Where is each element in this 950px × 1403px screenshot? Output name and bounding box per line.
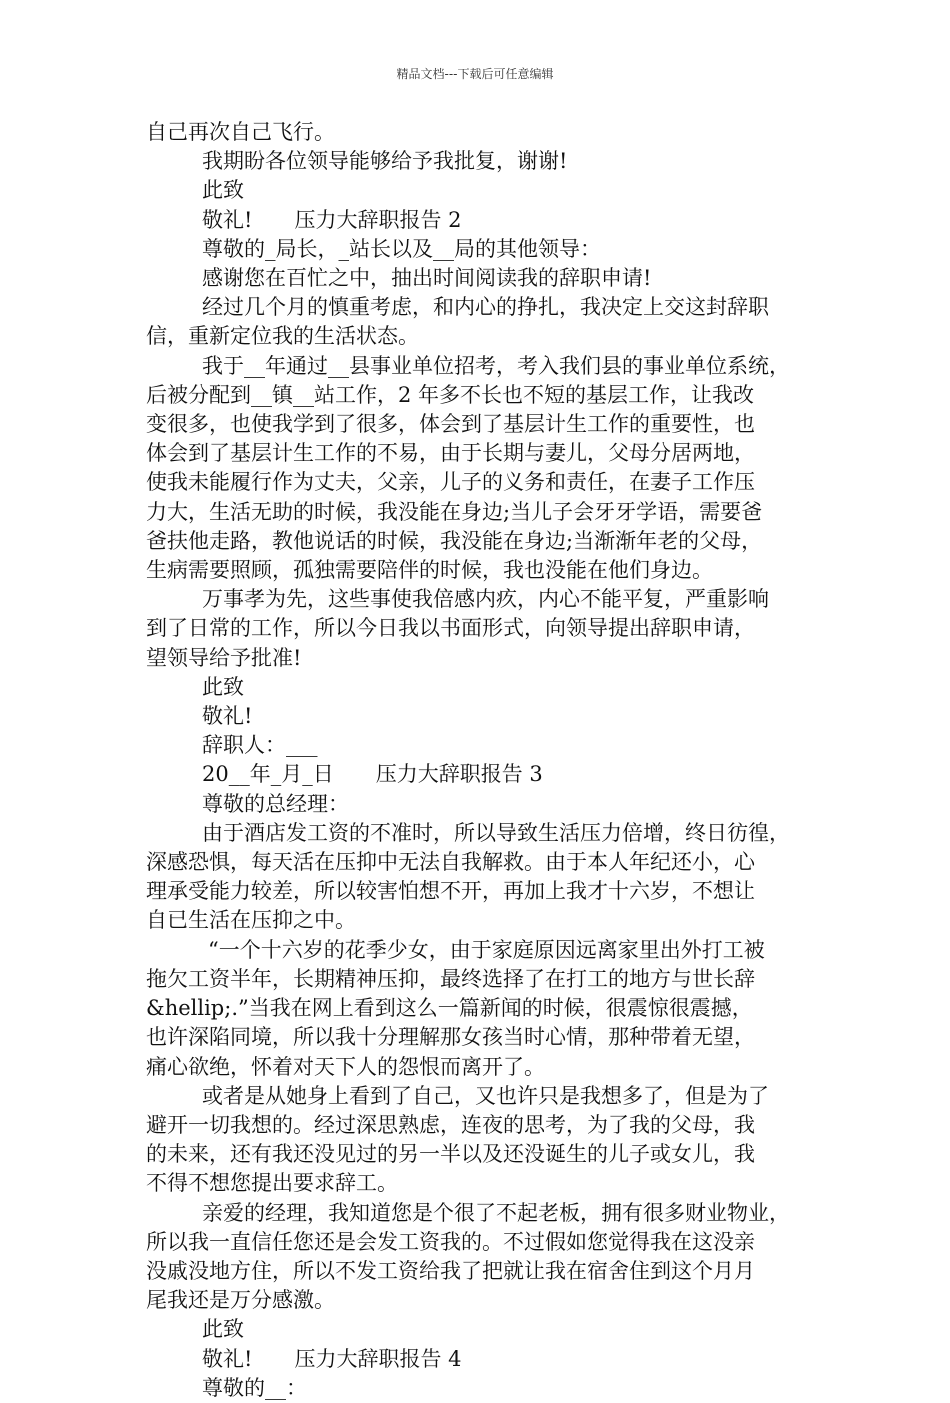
salutation-line: 尊敬的_局长，_站长以及__局的其他领导： bbox=[202, 236, 601, 261]
closing-line: 此致 bbox=[202, 1317, 244, 1342]
report-heading-line: 20__年_月_日 压力大辞职报告 3 bbox=[202, 762, 543, 787]
closing-line: 此致 bbox=[202, 674, 244, 699]
text-line: 或者是从她身上看到了自己，又也许只是我想多了，但是为了 bbox=[202, 1083, 769, 1108]
text-line: 理承受能力较差，所以较害怕想不开，再加上我才十六岁，不想让 bbox=[146, 879, 755, 904]
text-line: 痛心欲绝，怀着对天下人的怨恨而离开了。 bbox=[146, 1054, 545, 1079]
text-line: 使我未能履行作为丈夫，父亲，儿子的义务和责任，在妻子工作压 bbox=[146, 470, 755, 495]
text-line: 的未来，还有我还没见过的另一半以及还没诞生的儿子或女儿，我 bbox=[146, 1142, 755, 1167]
salutation-line: 尊敬的总经理： bbox=[202, 791, 349, 816]
text-line: 后被分配到__镇__站工作，2 年多不长也不短的基层工作，让我改 bbox=[146, 382, 755, 407]
text-line: 信，重新定位我的生活状态。 bbox=[146, 324, 419, 349]
salutation-line: 尊敬的__： bbox=[202, 1375, 307, 1400]
text-line: 拖欠工资半年，长期精神压抑，最终选择了在打工的地方与世长辞 bbox=[146, 966, 755, 991]
page-header: 精品文档---下载后可任意编辑 bbox=[396, 67, 554, 81]
text-line: 没戚没地方住，所以不发工资给我了把就让我在宿舍住到这个月月 bbox=[146, 1258, 755, 1283]
text-line: 自已生活在压抑之中。 bbox=[146, 908, 356, 933]
text-line: 避开一切我想的。经过深思熟虑，连夜的思考，为了我的父母，我 bbox=[146, 1112, 755, 1137]
text-line: 我期盼各位领导能够给予我批复，谢谢! bbox=[202, 149, 568, 174]
closing-line: 敬礼! bbox=[202, 704, 253, 729]
text-line: 不得不想您提出要求辞工。 bbox=[146, 1171, 398, 1196]
text-line: 自己再次自己飞行。 bbox=[146, 120, 335, 144]
report-heading-line: 敬礼! 压力大辞职报告 2 bbox=[202, 207, 462, 232]
text-line: 感谢您在百忙之中，抽出时间阅读我的辞职申请! bbox=[202, 266, 652, 291]
text-line: 经过几个月的慎重考虑，和内心的挣扎，我决定上交这封辞职 bbox=[202, 295, 769, 320]
text-line: 所以我一直信任您还是会发工资我的。不过假如您觉得我在这没亲 bbox=[146, 1229, 755, 1254]
closing-line: 此致 bbox=[202, 178, 244, 203]
text-line: 生病需要照顾，孤独需要陪伴的时候，我也没能在他们身边。 bbox=[146, 558, 713, 583]
text-line: 由于酒店发工资的不准时，所以导致生活压力倍增，终日彷徨， bbox=[202, 820, 790, 845]
signature-line: 辞职人：___ bbox=[202, 733, 318, 758]
text-line: 我于__年通过__县事业单位招考，考入我们县的事业单位系统， bbox=[202, 353, 790, 378]
text-line: 尾我还是万分感激。 bbox=[146, 1288, 335, 1313]
text-line: 爸扶他走路，教他说话的时候，我没能在身边;当渐渐年老的父母， bbox=[146, 528, 763, 553]
text-line: 到了日常的工作，所以今日我以书面形式，向领导提出辞职申请， bbox=[146, 616, 755, 641]
text-line: &hellip;.”当我在网上看到这么一篇新闻的时候，很震惊很震撼， bbox=[146, 996, 753, 1021]
text-line: 万事孝为先，这些事使我倍感内疚，内心不能平复，严重影响 bbox=[202, 587, 769, 612]
text-line: “一个十六岁的花季少女，由于家庭原因远离家里出外打工被 bbox=[208, 937, 765, 962]
text-line: 望领导给予批准! bbox=[146, 645, 302, 670]
document-body bbox=[146, 118, 816, 1403]
text-line: 力大，生活无助的时候，我没能在身边;当儿子会牙牙学语，需要爸 bbox=[146, 499, 763, 524]
report-heading-line: 敬礼! 压力大辞职报告 4 bbox=[202, 1346, 462, 1371]
text-line: 也许深陷同境，所以我十分理解那女孩当时心情，那种带着无望， bbox=[146, 1025, 755, 1050]
text-line: 体会到了基层计生工作的不易，由于长期与妻儿，父母分居两地， bbox=[146, 441, 755, 466]
text-line: 变很多，也使我学到了很多，体会到了基层计生工作的重要性，也 bbox=[146, 412, 755, 437]
text-line: 亲爱的经理，我知道您是个很了不起老板，拥有很多财业物业， bbox=[202, 1200, 790, 1225]
text-line: 深感恐惧，每天活在压抑中无法自我解救。由于本人年纪还小，心 bbox=[146, 850, 755, 875]
